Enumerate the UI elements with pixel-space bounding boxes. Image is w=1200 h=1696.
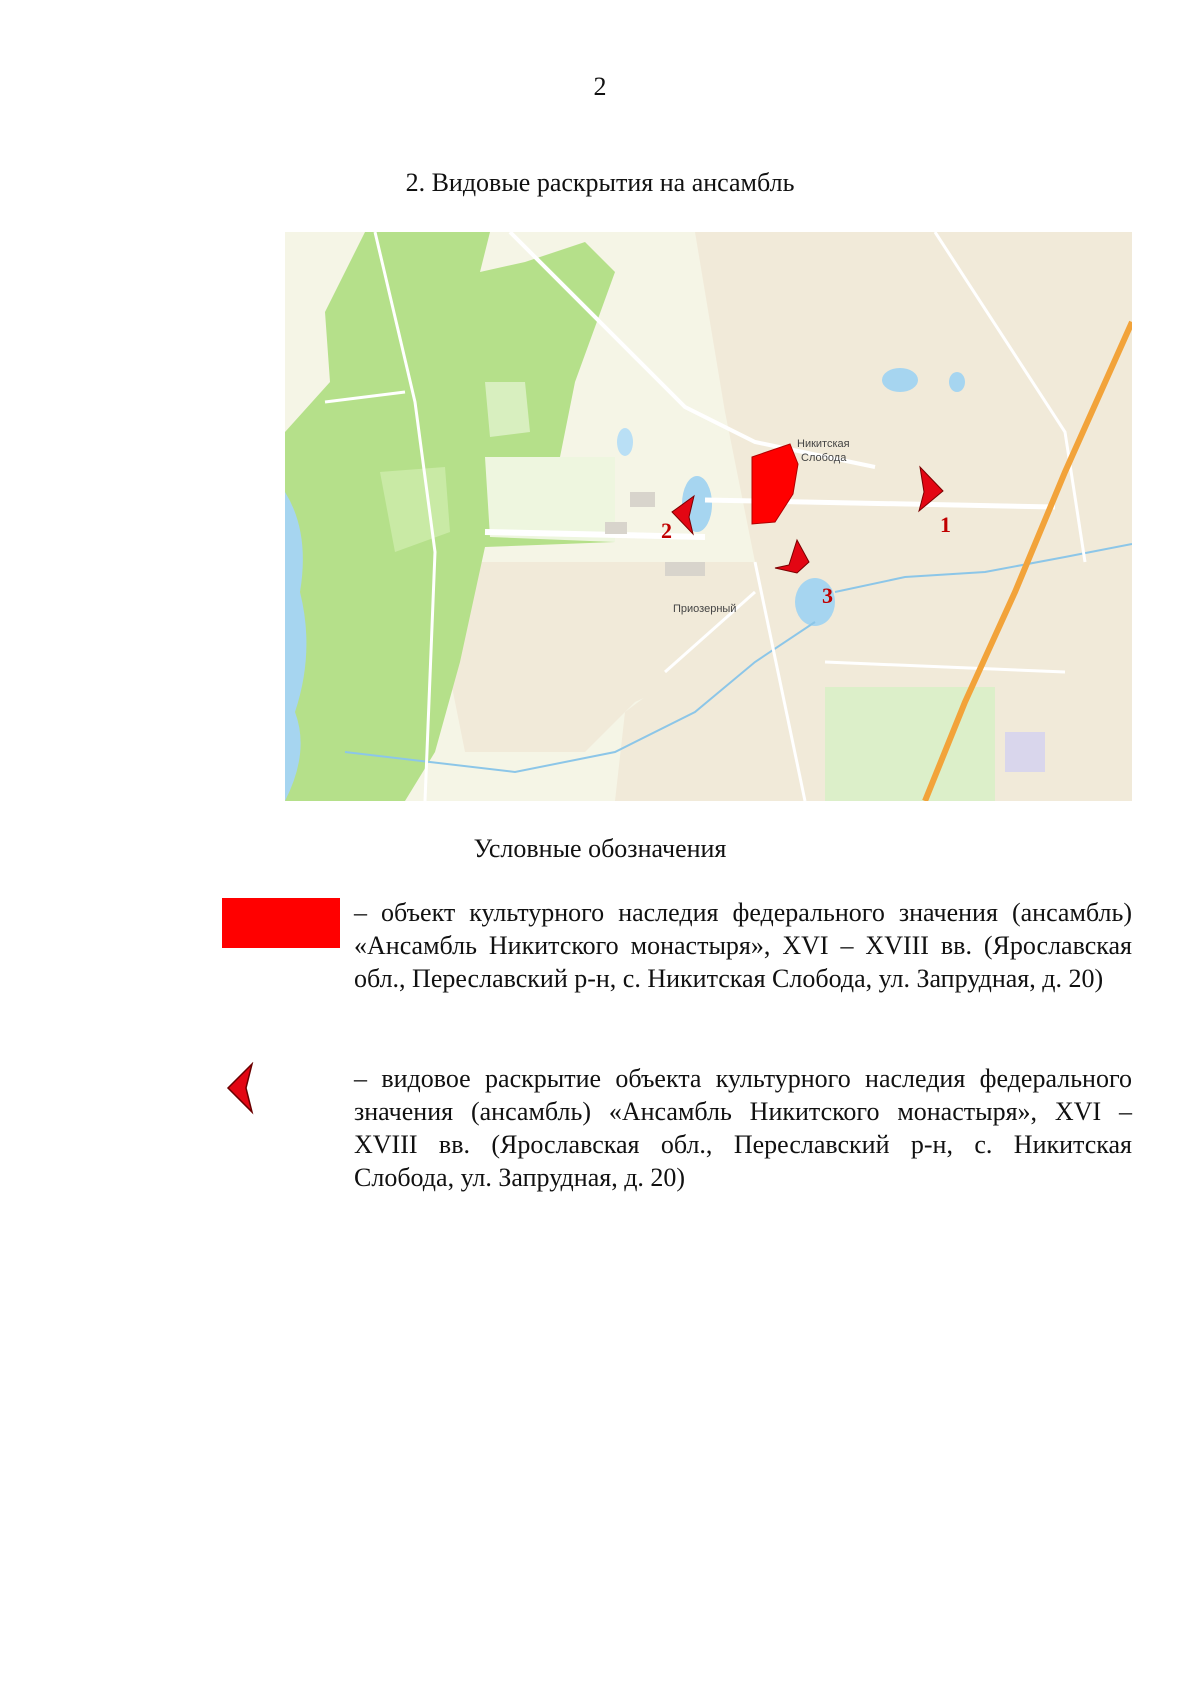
green-area [825,687,995,801]
forest-area [485,382,530,437]
red-chevron-arrow-icon [224,1062,258,1121]
pond [949,372,965,392]
pond [617,428,633,456]
legend-title: Условные обозначения [473,834,727,863]
map-label-priozerny: Приозерный [673,603,737,615]
viewpoint-label-3: 3 [822,583,833,608]
legend-text-object: – объект культурного наследия федерального значения (ансамбль) «Ансамбль Никитского монастыря», XVI – XVIII вв. (Ярославская обл., Переславский р-н, с. Никитская Слобода, ул. Запрудная, д. 20) [354,898,1132,993]
building [1005,732,1045,772]
viewpoint-label-2: 2 [661,518,672,543]
page-number: 2 [593,72,607,101]
legend-text-viewpoint: – видовое раскрытие объекта культурного наследия федерального значения (ансамбль) «Ансамбль Никитского монастыря», XVI – XVIII вв. (Ярославская обл., Переславский р-н, с. Никитская Слобода, ул. Запрудная, д. 20) [354,1064,1132,1192]
section-title: 2. Видовые раскрытия на ансамбль [405,168,795,197]
red-rectangle-icon [222,898,340,948]
field-area [485,457,615,542]
building [665,562,705,576]
building [605,522,627,534]
viewpoint-label-1: 1 [940,512,951,537]
map-label-nikitskaya-2: Слобода [801,452,847,464]
map-label-nikitskaya-1: Никитская [797,438,850,450]
pond [882,368,918,392]
building [630,492,655,507]
map [285,232,1132,801]
